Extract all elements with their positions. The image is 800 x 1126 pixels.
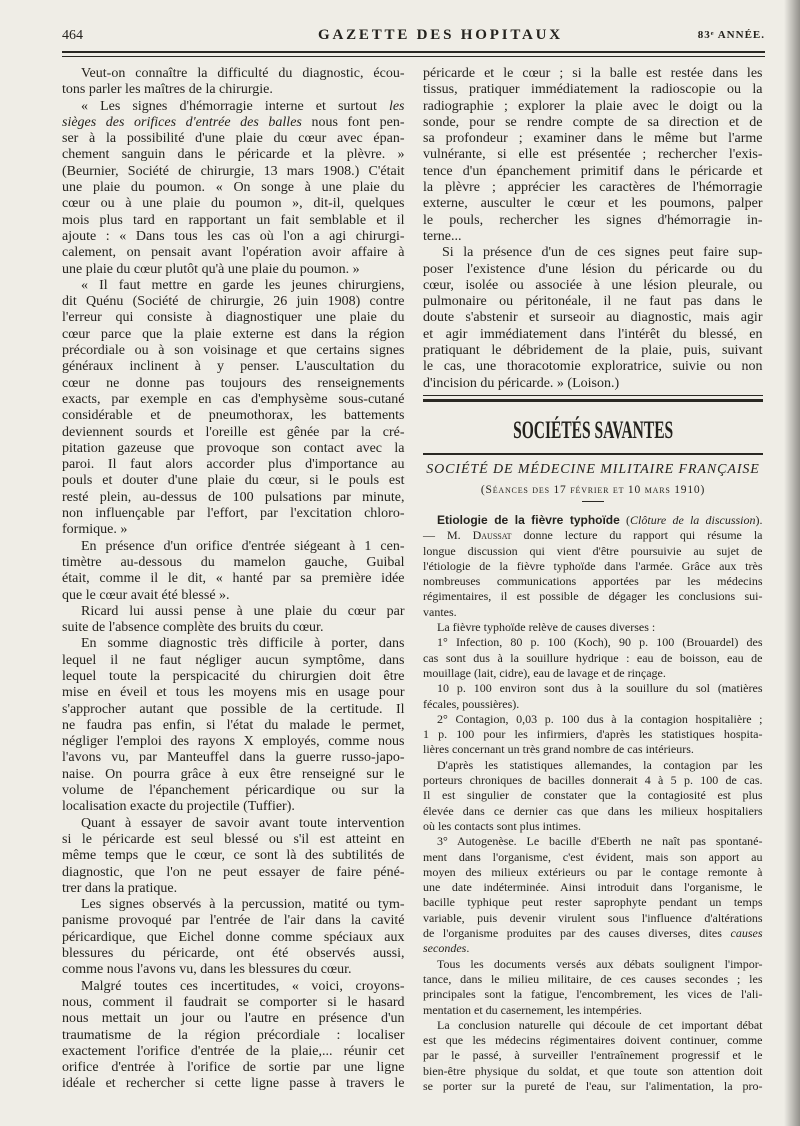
text-line	[62, 408, 405, 424]
text-line	[62, 799, 405, 815]
line-text: est que les médecins régimentaires doivent continuer, comme	[423, 1033, 763, 1048]
line-text: traumatisme de la région précordiale : localiser	[62, 1027, 405, 1043]
line-text: 2° Contagion, 0,03 p. 100 dus à la contagion hospitalière ;	[437, 711, 763, 726]
plain-text: « Les signes d'hémorragie interne et surtout	[81, 98, 389, 114]
line-text: cœur ne donne pas toujours des renseignements	[62, 375, 405, 391]
paragraph	[62, 99, 405, 278]
paragraph	[62, 897, 405, 978]
line-text: nous mettait un jour ou l'autre en présence d'un	[62, 1011, 405, 1027]
text-line	[423, 294, 763, 310]
paragraph	[423, 834, 763, 956]
paragraph	[423, 957, 763, 1018]
line-text: généraux inclinent à y penser. L'auscultation du	[62, 359, 405, 375]
text-line	[62, 522, 405, 538]
text-line	[423, 712, 763, 727]
paragraph	[423, 513, 763, 620]
line-text: le cas, une thoracotomie exploratrice, suivie ou non	[423, 359, 763, 375]
text-line	[423, 605, 763, 620]
line-text	[81, 99, 405, 115]
plain-text: (	[619, 513, 631, 527]
text-line	[62, 669, 405, 685]
header-rule-thin	[62, 56, 765, 57]
text-line	[62, 359, 405, 375]
italic-text: les	[388, 98, 405, 114]
text-line	[423, 180, 763, 196]
paragraph	[423, 712, 763, 758]
line-text: péricardique, que Eichel donne comme spéciaux aux	[62, 929, 405, 945]
text-line	[423, 262, 763, 278]
text-line	[423, 196, 763, 212]
line-text: ajoute : « Dans tous les cas où l'on a agi chirurgi-	[62, 228, 405, 244]
line-text: formique. »	[62, 522, 128, 538]
line-text: régimentaires, il est possible de dégager les conclusions sui-	[423, 589, 763, 604]
section-heading-rule	[423, 453, 763, 455]
text-line	[62, 1028, 405, 1044]
line-text	[62, 115, 404, 131]
text-line	[423, 666, 763, 681]
text-line	[62, 636, 405, 652]
line-text: le pouls, rechercher les signes d'hémorragie in-	[423, 212, 763, 228]
text-line	[62, 82, 405, 98]
paragraph	[62, 278, 405, 539]
line-text: mois plus tard en rapportant un fait semblable et il	[62, 212, 405, 228]
line-text: non influençable par l'effort, par l'excitation chloro-	[62, 506, 405, 522]
line-text: 3° Autogenèse. Le bacille d'Eberth ne naît pas spontané-	[437, 834, 763, 849]
line-text	[423, 528, 763, 543]
paragraph	[423, 66, 763, 245]
text-line	[62, 848, 405, 864]
text-line	[62, 685, 405, 701]
line-text: tons parler les maîtres de la chirurgie.	[62, 82, 273, 98]
plain-text: ).	[755, 513, 763, 527]
section-heading-block	[423, 416, 763, 446]
text-line	[62, 1060, 405, 1076]
line-text: ne faudra pas enfin, si l'état du malade le permet,	[62, 717, 405, 733]
text-line	[62, 506, 405, 522]
italic-text: secondes	[423, 941, 467, 956]
line-text: ment dans l'organisme, c'est évident, mais son apport au	[423, 849, 763, 864]
text-line	[62, 66, 405, 82]
text-line	[423, 513, 763, 528]
line-text: Si la présence d'un de ces signes peut faire sup-	[442, 245, 763, 261]
text-line	[423, 819, 763, 834]
paragraph	[423, 1018, 763, 1094]
text-line	[62, 343, 405, 359]
line-text: cas sont dus à la souillure hydrique : eau de boisson, eau de	[423, 650, 763, 665]
line-text: paroi. Il faut alors accorder plus d'importance au	[62, 457, 405, 473]
text-line	[423, 697, 763, 712]
text-line	[62, 718, 405, 734]
line-text: pouls et douter d'une plaie du cœur, si le pouls est	[62, 473, 405, 489]
text-line	[62, 995, 405, 1011]
text-line	[423, 1018, 763, 1033]
text-line	[423, 559, 763, 574]
text-line	[62, 750, 405, 766]
line-text: radiographie ; explorer la plaie avec le doigt ou la	[423, 98, 763, 114]
text-line	[423, 99, 763, 115]
paragraph	[62, 66, 405, 99]
line-text: élevée dans ce dernier cas que dans les milieux hospitaliers	[423, 803, 763, 818]
text-line	[62, 229, 405, 245]
line-text: cœur ou à une plaie du poumon », dit-il, quelques	[62, 196, 405, 212]
text-line	[423, 850, 763, 865]
line-text: timètre au-dessous du mamelon gauche, Guibal	[62, 554, 405, 570]
line-text: l'avons vu, par Manteuffel dans la guerre russo-japo-	[62, 750, 405, 766]
line-text: Tous les documents versés aux débats soulignent l'impor-	[437, 956, 763, 971]
text-line	[62, 196, 405, 212]
text-line	[62, 832, 405, 848]
text-line	[62, 653, 405, 669]
text-line	[62, 962, 405, 978]
text-line	[62, 262, 405, 278]
text-line	[62, 555, 405, 571]
text-line	[62, 327, 405, 343]
text-line	[423, 972, 763, 987]
text-line	[62, 457, 405, 473]
text-line	[62, 147, 405, 163]
text-line	[62, 1076, 405, 1092]
text-line	[62, 539, 405, 555]
text-line	[423, 727, 763, 742]
line-text: vulnérante, si elle est présentée ; rechercher l'exis-	[423, 147, 763, 163]
smallcaps-text: Daussat	[472, 528, 512, 543]
line-text: précordiale ou à son voisinage et que certains signes	[62, 343, 405, 359]
italic-text: sièges des orifices d'entrée des balles	[62, 114, 302, 130]
text-line	[423, 1003, 763, 1018]
text-line	[423, 1033, 763, 1048]
line-text: externe, ausculter le cœur et les poumons, palper	[423, 196, 763, 212]
text-line	[62, 490, 405, 506]
line-text: nous, comment il faudrait se comporter si le hasard	[62, 994, 405, 1010]
paragraph	[62, 636, 405, 815]
line-text: sonde, pour se rendre compte de sa direction et de	[423, 114, 763, 130]
text-line	[423, 343, 763, 359]
line-text: mouillage (lait, cidre), eau de lavage et de rinçage.	[423, 665, 666, 680]
line-text: une date indéterminée. Ainsi introduit dans l'organisme, le	[423, 880, 763, 895]
text-line	[423, 651, 763, 666]
line-text: pitation gazeuse que provoque son contact avec la	[62, 440, 405, 456]
text-line	[423, 742, 763, 757]
line-text: 1° Infection, 80 p. 100 (Koch), 90 p. 100 (Brouardel) des	[437, 635, 763, 650]
text-line	[423, 987, 763, 1002]
line-text: exacts, par exemple en cas d'emphysème sous-cutané	[62, 391, 405, 407]
line-text: cœur parce que la plaie externe est dans la région	[62, 326, 405, 342]
text-line	[62, 767, 405, 783]
text-line	[62, 816, 405, 832]
line-text: une plaie du poumon. « On songe à une plaie du	[62, 180, 405, 196]
line-text: nombreuses communications apportées par les médecins	[423, 574, 763, 589]
running-head	[62, 26, 765, 48]
line-text: panisme provoqué par l'entrée de l'air dans la cavité	[62, 913, 405, 929]
text-line	[423, 957, 763, 972]
text-line	[423, 310, 763, 326]
line-text: s'approcher autant que possible de la certitude. Il	[62, 701, 405, 717]
text-line	[62, 734, 405, 750]
line-text: lequel il ne faut négliger aucun symptôme, dans	[62, 652, 405, 668]
text-line	[423, 895, 763, 910]
text-line	[62, 588, 405, 604]
text-line	[62, 1044, 405, 1060]
text-line	[62, 930, 405, 946]
text-line	[423, 147, 763, 163]
line-text: 1 p. 100 pour les infirmiers, d'après les statistiques hospita-	[423, 727, 763, 742]
page-number: 464	[62, 28, 83, 43]
paragraph	[62, 604, 405, 637]
text-line	[423, 229, 763, 245]
line-text: naise. On pourra grâce à eux être renseigné sur le	[62, 766, 405, 782]
line-text	[423, 941, 469, 956]
line-text: était, comme il le dit, « hanté par sa première idée	[62, 571, 405, 587]
line-text: poser l'existence d'une lésion du péricarde ou du	[423, 261, 763, 277]
line-text: tance, dans le milieu militaire, de ces causes secondes ; les	[423, 971, 763, 986]
text-line	[62, 702, 405, 718]
line-text: dit Quénu (Société de chirurgie, 26 juin 1908) contre	[62, 294, 405, 310]
text-line	[423, 164, 763, 180]
section-heading: SOCIÉTÉS SAVANTES	[512, 417, 674, 444]
line-text: En somme diagnostic très difficile à porter, dans	[81, 636, 405, 652]
line-text: resté plein, au-dessus de 100 pulsations par minute,	[62, 489, 405, 505]
text-line	[423, 245, 763, 261]
paragraph	[62, 539, 405, 604]
line-text: tence d'un épanchement primitif dans le péricarde et	[423, 163, 763, 179]
line-text: ser à la possibilité d'une plaie du cœur avec épan-	[62, 131, 405, 147]
line-text: « Il faut mettre en garde les jeunes chirurgiens,	[81, 277, 405, 293]
line-text: d'incision du péricarde. » (Loison.)	[423, 375, 620, 391]
text-line	[62, 376, 405, 392]
text-line	[423, 804, 763, 819]
text-line	[423, 620, 763, 635]
text-line	[423, 115, 763, 131]
text-line	[62, 946, 405, 962]
text-line	[423, 941, 763, 956]
short-separator-rule	[582, 501, 604, 502]
line-text: considérable et de pneumothorax, les battements	[62, 408, 405, 424]
plain-text: — M.	[423, 528, 473, 543]
text-line	[423, 376, 763, 392]
paragraph	[62, 979, 405, 1093]
text-line	[62, 979, 405, 995]
line-text: 10 p. 100 environ sont dus à la souillure du sol (matières	[437, 681, 763, 696]
text-line	[423, 1048, 763, 1063]
paragraph	[423, 758, 763, 834]
italic-text: Clôture de la discussion	[630, 513, 756, 527]
left-column	[62, 66, 405, 1093]
plain-text: nous font pen-	[301, 114, 405, 130]
text-line	[423, 926, 763, 941]
line-text: D'après les statistiques allemandes, la contagion par les	[437, 757, 763, 772]
line-text: vantes.	[423, 604, 457, 619]
line-text: La conclusion naturelle qui découle de cet important débat	[437, 1017, 763, 1032]
line-text: trer dans la pratique.	[62, 880, 178, 896]
text-line	[423, 359, 763, 375]
line-text: suite de l'absence complète des bruits du cœur.	[62, 620, 324, 636]
paragraph	[423, 635, 763, 681]
line-text: bien-être physique du soldat, et que toute son attention doit	[423, 1063, 763, 1078]
line-text: sa profondeur ; examiner dans le même but l'arme	[423, 131, 763, 147]
line-text: tissus, pratiquer immédiatement la radioscopie ou la	[423, 82, 763, 98]
text-line	[62, 1011, 405, 1027]
line-text: Veut-on connaître la difficulté du diagnostic, écou-	[81, 66, 405, 81]
line-text: mise en éveil et tous les moyens mis en usage pour	[62, 685, 405, 701]
text-line	[62, 620, 405, 636]
line-text: Il est singulier de constater que la contagiosité est plus	[423, 788, 763, 803]
line-text: (Beurnier, Société de chirurgie, 13 mars 1908.) C'était	[62, 163, 405, 179]
line-text: et agir immédiatement dans l'intérêt du blessé, en	[423, 326, 763, 342]
paragraph	[423, 620, 763, 635]
text-line	[62, 425, 405, 441]
volume-year: 83ᵉ ANNÉE.	[697, 29, 765, 41]
header-rule-thick	[62, 51, 765, 53]
text-line	[62, 604, 405, 620]
paragraph	[423, 245, 763, 392]
text-line	[423, 131, 763, 147]
text-line	[62, 180, 405, 196]
bold-text: Etiologie de la fièvre typhoïde	[437, 513, 620, 527]
text-line	[423, 865, 763, 880]
line-text: lequel toute la perspicacité du chirurgien doit être	[62, 668, 405, 684]
line-text: Quant à essayer de savoir avant toute intervention	[81, 815, 405, 831]
text-line	[423, 574, 763, 589]
text-line	[423, 278, 763, 294]
line-text: diagnostic, que l'on ne peut essayer de faire péné-	[62, 864, 405, 880]
text-line	[423, 681, 763, 696]
line-text: variable, puis devenir virulent sous l'influence d'altérations	[423, 910, 763, 925]
line-text: bacille typhique peut rester saprophyte pendant un temps	[423, 895, 763, 910]
text-line	[62, 473, 405, 489]
text-line	[62, 131, 405, 147]
text-line	[62, 441, 405, 457]
line-text: par le passé, à surveiller l'entraînement progressif et le	[423, 1048, 763, 1063]
plain-text: .	[466, 941, 470, 956]
line-text: chement sanguin dans le péricarde et la plèvre. »	[62, 147, 405, 163]
line-text: blessures du péricarde, ont été observés aussi,	[62, 946, 405, 962]
line-text: une plaie du cœur plutôt qu'à une plaie du poumon. »	[62, 261, 360, 277]
text-line	[423, 213, 763, 229]
italic-text: causes	[730, 926, 763, 941]
line-text: idéale et rechercher si cette ligne passe à travers le	[62, 1076, 405, 1092]
line-text: cœur, isolée ou associée à une lésion pleurale, ou	[423, 277, 763, 293]
text-line	[62, 783, 405, 799]
line-text	[423, 926, 763, 941]
line-text: localisation exacte du projectile (Tuffier).	[62, 799, 295, 815]
page-edge-shadow	[784, 0, 800, 1126]
line-text: comme nous l'avons vu, dans les blessures du cœur.	[62, 962, 352, 978]
line-text: fécales, poussières).	[423, 696, 520, 711]
plain-text: de l'organisme produites par des causes diverses, dites	[423, 926, 731, 941]
text-line	[62, 913, 405, 929]
line-text: mentation et du casernement, les intempéries.	[423, 1002, 642, 1017]
text-line	[423, 544, 763, 559]
text-line	[62, 213, 405, 229]
text-line	[62, 881, 405, 897]
text-line	[423, 528, 763, 543]
text-line	[62, 310, 405, 326]
line-text: doute s'abstenir et surseoir au diagnostic, mais agir	[423, 310, 763, 326]
line-text: volume de l'épanchement péricardique ou sur la	[62, 783, 405, 799]
text-line	[423, 1079, 763, 1094]
society-sessions: (Séances des 17 février et 10 mars 1910)	[480, 484, 706, 496]
text-line	[423, 880, 763, 895]
text-line	[62, 865, 405, 881]
text-line	[423, 834, 763, 849]
right-column-article-end	[423, 66, 763, 392]
line-text: principales sont la fatigue, l'encombrement, les vices de l'ali-	[423, 987, 763, 1002]
line-text	[437, 513, 763, 528]
line-text: La fièvre typhoïde relève de causes diverses :	[437, 620, 656, 635]
paragraph	[423, 681, 763, 712]
line-text: Les signes observés à la percussion, matité ou tym-	[81, 897, 405, 913]
text-line	[423, 635, 763, 650]
text-line	[62, 115, 405, 131]
text-line	[423, 327, 763, 343]
society-name: SOCIÉTÉ DE MÉDECINE MILITAIRE FRANÇAISE	[426, 462, 760, 477]
text-line	[423, 911, 763, 926]
line-text: se porter sur la pureté de l'eau, sur l'alimentation, la pro-	[423, 1078, 763, 1093]
journal-title: GAZETTE DES HOPITAUX	[318, 27, 563, 43]
line-text: pulmonaire ou péritonéale, il ne faut pas dans le	[423, 294, 763, 310]
line-text: négliger l'emploi des rayons X employés, comme nous	[62, 734, 405, 750]
line-text: En présence d'un orifice d'entrée siégeant à 1 cen-	[81, 538, 405, 554]
section-double-rule-thick	[423, 399, 763, 402]
line-text: longue discussion qui vient d'être poursuivie au sujet de	[423, 543, 763, 558]
line-text: terne...	[423, 228, 462, 244]
line-text: deviennent sourds et l'oreille est gênée par la cré-	[62, 424, 405, 440]
line-text: moyen des milieux extérieurs ou par le contage remonte à	[423, 864, 763, 879]
line-text: porteurs chroniques de bacilles donnerait 4 à 5 p. 100 de cas.	[423, 773, 763, 788]
text-line	[62, 99, 405, 115]
line-text: exactement l'orifice d'entrée de la plaie,... réunir cet	[62, 1043, 405, 1059]
line-text: pratiquant le débridement de la plaie, puis, suivant	[423, 343, 763, 359]
line-text: orifice d'entrée à l'orifice de sortie par une ligne	[62, 1060, 405, 1076]
line-text: lières concernant un très grand nombre de cas intérieurs.	[423, 742, 694, 757]
society-report	[423, 513, 763, 1094]
line-text: que le cœur avait été blessé ».	[62, 587, 230, 603]
text-line	[423, 788, 763, 803]
text-line	[62, 571, 405, 587]
line-text: Ricard lui aussi pense à une plaie du cœur par	[81, 603, 405, 619]
line-text: l'étiologie de la fièvre typhoïde dans l'armée. Grâce aux très	[423, 558, 763, 573]
text-line	[62, 392, 405, 408]
text-line	[423, 758, 763, 773]
line-text: l'erreur qui consiste à diagnostiquer une plaie du	[62, 310, 405, 326]
line-text: où les contacts sont plus intimes.	[423, 818, 581, 833]
line-text: Malgré toutes ces incertitudes, « voici, croyons-	[81, 978, 405, 994]
text-line	[423, 589, 763, 604]
section-double-rule-thin	[423, 395, 763, 396]
plain-text: donne lecture du rapport qui résume la	[511, 528, 763, 543]
text-line	[62, 294, 405, 310]
line-text: calement, on pensait avant l'opération avoir affaire à	[62, 245, 405, 261]
line-text: péricarde et le cœur ; si la balle est restée dans les	[423, 66, 763, 81]
text-line	[62, 164, 405, 180]
line-text: si le péricarde est seul blessé ou s'il est atteint en	[62, 831, 405, 847]
text-line	[423, 1064, 763, 1079]
text-line	[62, 278, 405, 294]
text-line	[62, 245, 405, 261]
text-line	[423, 82, 763, 98]
line-text: la plèvre ; apprécier les caractères de l'hémorragie	[423, 180, 763, 196]
line-text: même temps que le cœur, ce sont là des subtilités de	[62, 848, 405, 864]
text-line	[423, 773, 763, 788]
text-line	[62, 897, 405, 913]
paragraph	[62, 816, 405, 897]
text-line	[423, 66, 763, 82]
